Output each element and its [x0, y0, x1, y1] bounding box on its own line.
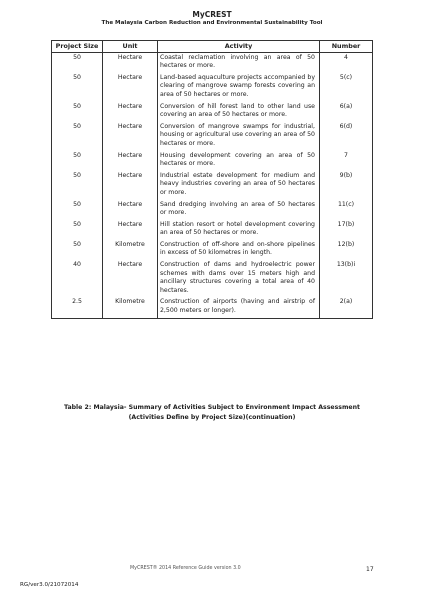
cell-project-size: 50 [52, 52, 103, 73]
footer-guide-title: MyCREST® 2014 Reference Guide version 3.0 [130, 566, 241, 571]
table-row [52, 151, 373, 171]
column-header-number: Number [320, 41, 373, 53]
cell-number: 13(b)i [320, 260, 373, 297]
column-header-activity: Activity [158, 41, 320, 53]
cell-activity: Construction of dams and hydroelectric power schemes with dams over 15 meters high and ancillary structures covering a total area of 40 hectares. [158, 260, 320, 297]
table-row [52, 240, 373, 260]
document-version-code: RG/ver3.0/21072014 [20, 582, 79, 588]
cell-unit: Hectare [103, 122, 158, 151]
cell-project-size: 50 [52, 122, 103, 151]
cell-number: 6(d) [320, 122, 373, 151]
cell-unit: Hectare [103, 200, 158, 220]
cell-unit: Hectare [103, 220, 158, 240]
cell-activity: Coastal reclamation involving an area of 50 hectares or more. [158, 52, 320, 73]
table-row [52, 73, 373, 102]
cell-project-size: 2.5 [52, 297, 103, 318]
table-row [52, 171, 373, 200]
cell-number: 2(a) [320, 297, 373, 318]
cell-number: 4 [320, 52, 373, 73]
cell-number: 6(a) [320, 102, 373, 122]
caption-line-2: (Activities Define by Project Size)(continuation) [128, 414, 296, 421]
table-caption [40, 403, 384, 423]
cell-unit: Hectare [103, 73, 158, 102]
cell-number: 11(c) [320, 200, 373, 220]
cell-activity: Land-based aquaculture projects accompanied by clearing of mangrove swamp forests covering an area of 50 hectares or more. [158, 73, 320, 102]
cell-unit: Hectare [103, 171, 158, 200]
cell-project-size: 50 [52, 73, 103, 102]
cell-activity: Sand dredging involving an area of 50 hectares or more. [158, 200, 320, 220]
cell-project-size: 50 [52, 171, 103, 200]
cell-activity: Conversion of mangrove swamps for industrial, housing or agricultural use covering an area of 50 hectares or more. [158, 122, 320, 151]
table-row [52, 220, 373, 240]
cell-unit: Kilometre [103, 240, 158, 260]
cell-project-size: 50 [52, 240, 103, 260]
table-row [52, 102, 373, 122]
cell-activity: Industrial estate development for medium and heavy industries covering an area of 50 hectares or more. [158, 171, 320, 200]
caption-line-1: Table 2: Malaysia- Summary of Activities Subject to Environment Impact Assessment [64, 404, 360, 411]
cell-number: 12(b) [320, 240, 373, 260]
cell-unit: Hectare [103, 151, 158, 171]
cell-activity: Hill station resort or hotel development covering an area of 50 hectares or more. [158, 220, 320, 240]
document-subtitle: The Malaysia Carbon Reduction and Environmental Sustainability Tool [101, 20, 323, 26]
cell-project-size: 40 [52, 260, 103, 297]
column-header-project-size: Project Size [52, 41, 103, 53]
cell-unit: Hectare [103, 102, 158, 122]
table-row [52, 260, 373, 297]
table-row [52, 297, 373, 318]
cell-activity: Housing development covering an area of 50 hectares or more. [158, 151, 320, 171]
table-row [52, 200, 373, 220]
cell-unit: Hectare [103, 260, 158, 297]
cell-activity: Construction of off-shore and on-shore pipelines in excess of 50 kilometres in length. [158, 240, 320, 260]
cell-project-size: 50 [52, 200, 103, 220]
table-row [52, 52, 373, 73]
document-title: MyCREST [192, 10, 232, 19]
cell-unit: Kilometre [103, 297, 158, 318]
page-number: 17 [366, 566, 374, 573]
cell-project-size: 50 [52, 151, 103, 171]
cell-number: 7 [320, 151, 373, 171]
cell-number: 5(c) [320, 73, 373, 102]
cell-number: 9(b) [320, 171, 373, 200]
cell-activity: Construction of airports (having and airstrip of 2,500 meters or longer). [158, 297, 320, 318]
cell-unit: Hectare [103, 52, 158, 73]
cell-number: 17(b) [320, 220, 373, 240]
table-row [52, 122, 373, 151]
eia-activities-table [51, 40, 373, 319]
cell-project-size: 50 [52, 220, 103, 240]
cell-project-size: 50 [52, 102, 103, 122]
cell-activity: Conversion of hill forest land to other land use covering an area of 50 hectares or more. [158, 102, 320, 122]
column-header-unit: Unit [103, 41, 158, 53]
table-header-row [52, 41, 373, 53]
